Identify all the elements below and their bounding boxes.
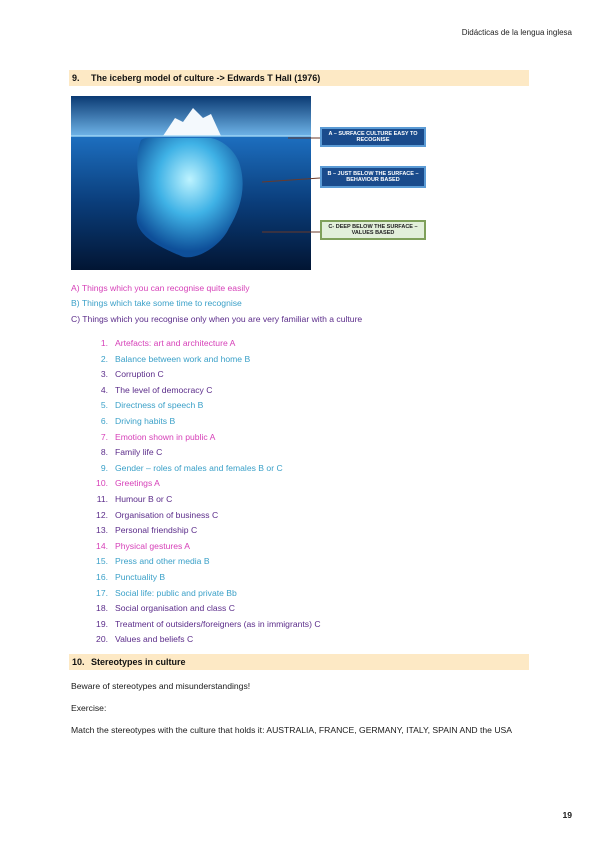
list-item-text: Humour B or C	[115, 493, 173, 504]
list-item	[90, 492, 321, 508]
list-item-number: 5.	[100, 400, 108, 411]
list-item	[90, 570, 321, 586]
list-item	[90, 398, 321, 414]
list-item-text: Emotion shown in public A	[115, 431, 216, 442]
page-number: 19	[562, 810, 572, 820]
list-item-text: Physical gestures A	[115, 540, 190, 551]
list-item-number: 12.	[96, 509, 108, 520]
list-item-text: Artefacts: art and architecture A	[115, 338, 236, 348]
section-number: 10.	[72, 657, 85, 667]
list-item-text: Family life C	[115, 447, 163, 458]
list-item-number: 17.	[96, 587, 108, 598]
running-header: Didácticas de la lengua inglesa	[461, 28, 572, 37]
culture-items-list	[90, 336, 321, 648]
list-item-text: Driving habits B	[115, 415, 176, 426]
list-item	[90, 586, 321, 602]
list-item	[90, 383, 321, 399]
list-item-number: 3.	[100, 369, 108, 380]
list-item-text: Values and beliefs C	[115, 634, 194, 645]
list-item-text: Social organisation and class C	[115, 603, 235, 614]
list-item	[90, 445, 321, 461]
list-item-text: The level of democracy C	[115, 384, 213, 395]
section-heading-10	[69, 654, 529, 670]
section-title: Stereotypes in culture	[91, 657, 186, 667]
list-item-text: Punctuality B	[115, 571, 166, 582]
list-item-number: 8.	[100, 447, 108, 458]
list-item-number: 11.	[96, 493, 108, 504]
paragraph-exercise-label: Exercise:	[71, 703, 107, 713]
list-item-text: Press and other media B	[115, 556, 210, 567]
list-item-text: Greetings A	[115, 478, 160, 489]
list-item-text: Directness of speech B	[115, 400, 204, 411]
list-item-number: 20.	[96, 634, 108, 645]
list-item-number: 4.	[100, 384, 108, 395]
list-item-text: Balance between work and home B	[115, 353, 251, 364]
list-item	[90, 601, 321, 617]
paragraph-exercise-instructions: Match the stereotypes with the culture that holds it: AUSTRALIA, FRANCE, GERMANY, ITALY, SPAIN AND the USA	[71, 725, 513, 735]
section-title: The iceberg model of culture -> Edwards T Hall (1976)	[91, 73, 321, 83]
list-item-number: 9.	[100, 462, 108, 473]
list-item	[90, 414, 321, 430]
list-item-number: 6.	[100, 415, 108, 426]
list-item	[90, 461, 321, 477]
list-item	[90, 539, 321, 555]
list-item-text: Organisation of business C	[115, 509, 219, 520]
list-item-number: 19.	[96, 618, 108, 629]
list-item	[90, 336, 321, 352]
list-item	[90, 554, 321, 570]
list-item	[90, 430, 321, 446]
paragraph-warning: Beware of stereotypes and misunderstandings!	[71, 681, 251, 691]
list-item-text: Social life: public and private Bb	[115, 587, 237, 598]
list-item	[90, 476, 321, 492]
list-item-text: Corruption C	[115, 369, 164, 380]
list-item	[90, 632, 321, 648]
list-item-number: 1.	[100, 338, 108, 348]
callout-surface-culture: A – SURFACE CULTURE EASY TO RECOGNISE	[320, 127, 426, 147]
list-item-number: 18.	[96, 603, 108, 614]
category-b-description: B) Things which take some time to recognise	[71, 298, 242, 308]
list-item-number: 13.	[96, 525, 108, 536]
list-item	[90, 523, 321, 539]
list-item-number: 7.	[100, 431, 108, 442]
list-item	[90, 508, 321, 524]
list-item-number: 2.	[100, 353, 108, 364]
list-item-number: 10.	[96, 478, 108, 489]
list-item-number: 14.	[96, 540, 108, 551]
list-item-number: 15.	[96, 556, 108, 567]
list-item-text: Treatment of outsiders/foreigners (as in immigrants) C	[115, 618, 321, 629]
list-item	[90, 617, 321, 633]
category-c-description: C) Things which you recognise only when you are very familiar with a culture	[71, 314, 363, 324]
list-item-text: Personal friendship C	[115, 525, 198, 536]
list-item	[90, 352, 321, 368]
list-item	[90, 367, 321, 383]
list-item-text: Gender – roles of males and females B or C	[115, 462, 283, 473]
callout-below-surface: B – JUST BELOW THE SURFACE – BEHAVIOUR BASED	[320, 166, 426, 188]
section-number: 9.	[72, 73, 80, 83]
callout-deep-below: C- DEEP BELOW THE SURFACE – VALUES BASED	[320, 220, 426, 240]
category-a-description: A) Things which you can recognise quite easily	[71, 283, 250, 293]
list-item-number: 16.	[96, 571, 108, 582]
